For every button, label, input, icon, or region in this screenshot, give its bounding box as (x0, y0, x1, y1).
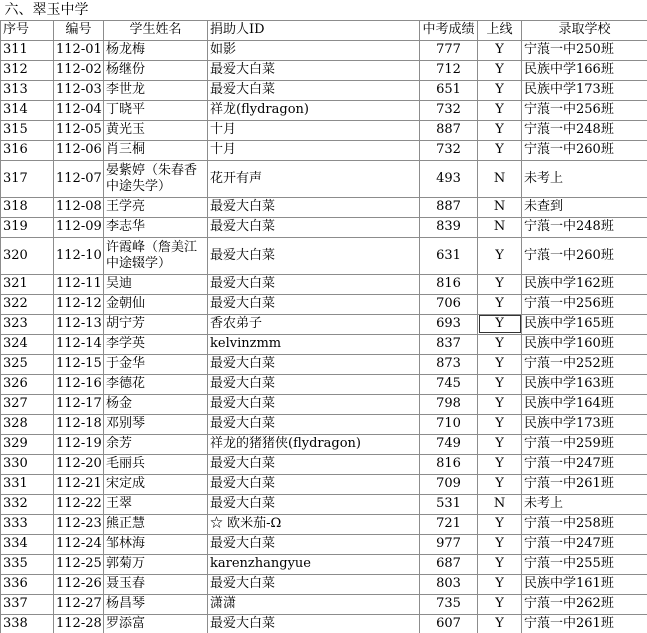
cell-student-name[interactable]: 郭菊万 (104, 554, 208, 574)
cell-seq[interactable]: 328 (1, 414, 54, 434)
cell-code[interactable]: 112-11 (54, 274, 104, 294)
cell-school[interactable]: 宁蒗一中260班 (522, 140, 647, 160)
cell-code[interactable]: 112-18 (54, 414, 104, 434)
cell-school[interactable]: 民族中学166班 (522, 60, 647, 80)
cell-donor-id[interactable]: 花开有声 (208, 160, 420, 197)
cell-seq[interactable]: 316 (1, 140, 54, 160)
cell-seq[interactable]: 318 (1, 197, 54, 217)
table-row (1, 274, 647, 294)
cell-donor-id[interactable]: 潇潇 (208, 594, 420, 614)
cell-seq[interactable]: 320 (1, 237, 54, 274)
cell-score[interactable]: 651 (420, 80, 478, 100)
cell-student-name[interactable]: 李志华 (104, 217, 208, 237)
cell-donor-id[interactable]: ☆ 欧米茄-Ω (208, 514, 420, 534)
cell-pass[interactable]: N (478, 160, 522, 197)
cell-student-name[interactable]: 邹林海 (104, 534, 208, 554)
cell-seq[interactable]: 317 (1, 160, 54, 197)
cell-donor-id[interactable]: 十月 (208, 140, 420, 160)
cell-pass[interactable]: Y (478, 614, 522, 633)
cell-code[interactable]: 112-26 (54, 574, 104, 594)
cell-score[interactable]: 745 (420, 374, 478, 394)
cell-student-name[interactable]: 金朝仙 (104, 294, 208, 314)
cell-score[interactable]: 732 (420, 100, 478, 120)
cell-donor-id[interactable]: 最爱大白菜 (208, 414, 420, 434)
cell-code[interactable]: 112-20 (54, 454, 104, 474)
cell-score[interactable]: 816 (420, 454, 478, 474)
cell-student-name[interactable]: 肖三桐 (104, 140, 208, 160)
cell-score[interactable]: 749 (420, 434, 478, 454)
cell-seq[interactable]: 312 (1, 60, 54, 80)
table-row (1, 237, 647, 274)
cell-seq[interactable]: 321 (1, 274, 54, 294)
cell-donor-id[interactable]: 最爱大白菜 (208, 60, 420, 80)
table-row (1, 40, 647, 60)
cell-score[interactable]: 607 (420, 614, 478, 633)
cell-code[interactable]: 112-24 (54, 534, 104, 554)
cell-donor-id[interactable]: 最爱大白菜 (208, 494, 420, 514)
cell-student-name[interactable]: 许霞峰（詹美江中途辍学） (104, 237, 208, 274)
cell-donor-id[interactable]: 祥龙(flydragon) (208, 100, 420, 120)
cell-school[interactable]: 宁蒗一中248班 (522, 217, 647, 237)
cell-donor-id[interactable]: 最爱大白菜 (208, 237, 420, 274)
cell-code[interactable]: 112-16 (54, 374, 104, 394)
cell-code[interactable]: 112-08 (54, 197, 104, 217)
cell-pass[interactable]: Y (478, 574, 522, 594)
cell-student-name[interactable]: 于金华 (104, 354, 208, 374)
cell-donor-id[interactable]: 最爱大白菜 (208, 574, 420, 594)
cell-pass[interactable]: Y (478, 237, 522, 274)
cell-donor-id[interactable]: 如影 (208, 40, 420, 60)
cell-code[interactable]: 112-06 (54, 140, 104, 160)
cell-seq[interactable]: 326 (1, 374, 54, 394)
cell-code[interactable]: 112-09 (54, 217, 104, 237)
table-row (1, 534, 647, 554)
cell-code[interactable]: 112-13 (54, 314, 104, 334)
cell-donor-id[interactable]: 祥龙的猪猪侠(flydragon) (208, 434, 420, 454)
cell-donor-id[interactable]: 最爱大白菜 (208, 374, 420, 394)
table-row (1, 354, 647, 374)
cell-code[interactable]: 112-07 (54, 160, 104, 197)
cell-score[interactable]: 887 (420, 197, 478, 217)
cell-student-name[interactable]: 李德花 (104, 374, 208, 394)
cell-code[interactable]: 112-04 (54, 100, 104, 120)
cell-score[interactable]: 777 (420, 40, 478, 60)
cell-donor-id[interactable]: 最爱大白菜 (208, 354, 420, 374)
cell-pass[interactable]: Y (478, 434, 522, 454)
cell-pass[interactable]: Y (478, 274, 522, 294)
header-code[interactable]: 编号 (54, 20, 104, 40)
cell-score[interactable]: 873 (420, 354, 478, 374)
table-row (1, 334, 647, 354)
table-row (1, 614, 647, 633)
cell-student-name[interactable]: 邓别琴 (104, 414, 208, 434)
cell-code[interactable]: 112-05 (54, 120, 104, 140)
cell-seq[interactable]: 322 (1, 294, 54, 314)
cell-school[interactable]: 民族中学173班 (522, 80, 647, 100)
cell-score[interactable]: 887 (420, 120, 478, 140)
cell-school[interactable]: 宁蒗一中261班 (522, 474, 647, 494)
cell-code[interactable]: 112-01 (54, 40, 104, 60)
cell-code[interactable]: 112-21 (54, 474, 104, 494)
cell-score[interactable]: 493 (420, 160, 478, 197)
cell-student-name[interactable]: 杨龙梅 (104, 40, 208, 60)
cell-pass[interactable]: Y (478, 40, 522, 60)
cell-score[interactable]: 977 (420, 534, 478, 554)
cell-score[interactable]: 798 (420, 394, 478, 414)
table-row (1, 80, 647, 100)
cell-student-name[interactable]: 吴迪 (104, 274, 208, 294)
cell-student-name[interactable]: 晏紫婷（朱春香中途失学） (104, 160, 208, 197)
cell-donor-id[interactable]: 最爱大白菜 (208, 294, 420, 314)
cell-school[interactable]: 宁蒗一中256班 (522, 294, 647, 314)
cell-code[interactable]: 112-15 (54, 354, 104, 374)
cell-seq[interactable]: 315 (1, 120, 54, 140)
cell-school[interactable]: 未考上 (522, 494, 647, 514)
cell-pass[interactable]: Y (478, 100, 522, 120)
cell-school[interactable]: 未考上 (522, 160, 647, 197)
table-row (1, 474, 647, 494)
table-row (1, 434, 647, 454)
cell-seq[interactable]: 329 (1, 434, 54, 454)
cell-student-name[interactable]: 聂玉春 (104, 574, 208, 594)
cell-score[interactable]: 816 (420, 274, 478, 294)
table-row (1, 100, 647, 120)
cell-code[interactable]: 112-27 (54, 594, 104, 614)
cell-code[interactable]: 112-12 (54, 294, 104, 314)
cell-seq[interactable]: 319 (1, 217, 54, 237)
cell-donor-id[interactable]: 最爱大白菜 (208, 534, 420, 554)
cell-seq[interactable]: 332 (1, 494, 54, 514)
cell-seq[interactable]: 323 (1, 314, 54, 334)
cell-pass[interactable]: N (478, 197, 522, 217)
header-pass[interactable]: 上线 (478, 20, 522, 40)
cell-seq[interactable]: 327 (1, 394, 54, 414)
cell-student-name[interactable]: 李学英 (104, 334, 208, 354)
cell-score[interactable]: 693 (420, 314, 478, 334)
cell-student-name[interactable]: 王翠 (104, 494, 208, 514)
cell-donor-id[interactable]: 最爱大白菜 (208, 197, 420, 217)
cell-code[interactable]: 112-17 (54, 394, 104, 414)
cell-pass[interactable]: Y (478, 594, 522, 614)
cell-donor-id[interactable]: 十月 (208, 120, 420, 140)
cell-code[interactable]: 112-03 (54, 80, 104, 100)
cell-school[interactable]: 宁蒗一中259班 (522, 434, 647, 454)
cell-school[interactable]: 宁蒗一中247班 (522, 454, 647, 474)
cell-student-name[interactable]: 杨金 (104, 394, 208, 414)
cell-seq[interactable]: 314 (1, 100, 54, 120)
header-school[interactable]: 录取学校 (522, 20, 647, 40)
cell-score[interactable]: 709 (420, 474, 478, 494)
cell-pass[interactable]: Y (478, 334, 522, 354)
table-row (1, 374, 647, 394)
cell-seq[interactable]: 334 (1, 534, 54, 554)
cell-student-name[interactable]: 黄光玉 (104, 120, 208, 140)
cell-student-name[interactable]: 王学亮 (104, 197, 208, 217)
cell-pass[interactable]: Y (478, 474, 522, 494)
cell-score[interactable]: 839 (420, 217, 478, 237)
cell-school[interactable]: 宁蒗一中250班 (522, 40, 647, 60)
cell-pass[interactable]: Y (478, 414, 522, 434)
cell-student-name[interactable]: 杨继份 (104, 60, 208, 80)
header-score[interactable]: 中考成绩 (420, 20, 478, 40)
cell-donor-id[interactable]: 香农弟子 (208, 314, 420, 334)
cell-student-name[interactable]: 李世龙 (104, 80, 208, 100)
cell-seq[interactable]: 330 (1, 454, 54, 474)
cell-pass[interactable]: Y (478, 314, 522, 334)
section-title[interactable]: 六、翠玉中学 (1, 0, 647, 20)
cell-pass[interactable]: Y (478, 354, 522, 374)
cell-student-name[interactable]: 丁晓平 (104, 100, 208, 120)
table-row (1, 120, 647, 140)
cell-school[interactable]: 宁蒗一中262班 (522, 594, 647, 614)
cell-school[interactable]: 宁蒗一中247班 (522, 534, 647, 554)
cell-score[interactable]: 735 (420, 594, 478, 614)
cell-seq[interactable]: 336 (1, 574, 54, 594)
cell-pass[interactable]: Y (478, 554, 522, 574)
cell-score[interactable]: 803 (420, 574, 478, 594)
header-name[interactable]: 学生姓名 (104, 20, 208, 40)
cell-pass[interactable]: N (478, 494, 522, 514)
cell-school[interactable]: 宁蒗一中248班 (522, 120, 647, 140)
table-row (1, 314, 647, 334)
header-donor[interactable]: 捐助人ID (208, 20, 420, 40)
cell-school[interactable]: 宁蒗一中258班 (522, 514, 647, 534)
cell-score[interactable]: 531 (420, 494, 478, 514)
cell-school[interactable]: 民族中学163班 (522, 374, 647, 394)
cell-score[interactable]: 687 (420, 554, 478, 574)
table-row (1, 197, 647, 217)
cell-donor-id[interactable]: karenzhangyue (208, 554, 420, 574)
cell-student-name[interactable]: 罗添富 (104, 614, 208, 633)
cell-pass[interactable]: Y (478, 120, 522, 140)
cell-seq[interactable]: 337 (1, 594, 54, 614)
cell-student-name[interactable]: 宋定成 (104, 474, 208, 494)
cell-school[interactable]: 宁蒗一中252班 (522, 354, 647, 374)
cell-pass[interactable]: Y (478, 294, 522, 314)
table-row (1, 60, 647, 80)
cell-code[interactable]: 112-10 (54, 237, 104, 274)
cell-seq[interactable]: 325 (1, 354, 54, 374)
table-row (1, 160, 647, 197)
header-seq[interactable]: 序号 (1, 20, 54, 40)
cell-code[interactable]: 112-28 (54, 614, 104, 633)
title-row (1, 0, 647, 20)
table-row (1, 494, 647, 514)
cell-score[interactable]: 631 (420, 237, 478, 274)
cell-school[interactable]: 宁蒗一中260班 (522, 237, 647, 274)
cell-seq[interactable]: 333 (1, 514, 54, 534)
cell-score[interactable]: 710 (420, 414, 478, 434)
cell-code[interactable]: 112-02 (54, 60, 104, 80)
cell-school[interactable]: 宁蒗一中255班 (522, 554, 647, 574)
cell-pass[interactable]: Y (478, 394, 522, 414)
cell-donor-id[interactable]: kelvinzmm (208, 334, 420, 354)
cell-student-name[interactable]: 毛丽兵 (104, 454, 208, 474)
table-row (1, 140, 647, 160)
table-row (1, 394, 647, 414)
cell-code[interactable]: 112-23 (54, 514, 104, 534)
cell-score[interactable]: 837 (420, 334, 478, 354)
cell-pass[interactable]: Y (478, 80, 522, 100)
cell-school[interactable]: 民族中学161班 (522, 574, 647, 594)
cell-seq[interactable]: 335 (1, 554, 54, 574)
cell-school[interactable]: 民族中学162班 (522, 274, 647, 294)
cell-student-name[interactable]: 熊正慧 (104, 514, 208, 534)
cell-pass[interactable]: Y (478, 60, 522, 80)
table-row (1, 594, 647, 614)
cell-score[interactable]: 732 (420, 140, 478, 160)
cell-donor-id[interactable]: 最爱大白菜 (208, 80, 420, 100)
cell-pass[interactable]: Y (478, 514, 522, 534)
cell-donor-id[interactable]: 最爱大白菜 (208, 614, 420, 633)
table-row (1, 514, 647, 534)
cell-donor-id[interactable]: 最爱大白菜 (208, 454, 420, 474)
cell-pass[interactable]: N (478, 217, 522, 237)
table-row (1, 414, 647, 434)
cell-donor-id[interactable]: 最爱大白菜 (208, 474, 420, 494)
cell-seq[interactable]: 338 (1, 614, 54, 633)
cell-pass[interactable]: Y (478, 534, 522, 554)
header-row (1, 20, 647, 40)
cell-student-name[interactable]: 余芳 (104, 434, 208, 454)
cell-school[interactable]: 民族中学164班 (522, 394, 647, 414)
cell-code[interactable]: 112-14 (54, 334, 104, 354)
cell-school[interactable]: 民族中学165班 (522, 314, 647, 334)
cell-donor-id[interactable]: 最爱大白菜 (208, 274, 420, 294)
cell-code[interactable]: 112-19 (54, 434, 104, 454)
cell-seq[interactable]: 331 (1, 474, 54, 494)
table-row (1, 217, 647, 237)
cell-score[interactable]: 706 (420, 294, 478, 314)
cell-student-name[interactable]: 杨昌琴 (104, 594, 208, 614)
cell-school[interactable]: 民族中学160班 (522, 334, 647, 354)
cell-seq[interactable]: 313 (1, 80, 54, 100)
table-row (1, 294, 647, 314)
cell-pass[interactable]: Y (478, 374, 522, 394)
table-row (1, 574, 647, 594)
cell-code[interactable]: 112-25 (54, 554, 104, 574)
cell-seq[interactable]: 324 (1, 334, 54, 354)
table-row (1, 454, 647, 474)
cell-school[interactable]: 宁蒗一中256班 (522, 100, 647, 120)
cell-school[interactable]: 宁蒗一中261班 (522, 614, 647, 633)
cell-score[interactable]: 721 (420, 514, 478, 534)
cell-student-name[interactable]: 胡宁芳 (104, 314, 208, 334)
cell-donor-id[interactable]: 最爱大白菜 (208, 394, 420, 414)
cell-seq[interactable]: 311 (1, 40, 54, 60)
cell-code[interactable]: 112-22 (54, 494, 104, 514)
cell-pass[interactable]: Y (478, 140, 522, 160)
cell-pass[interactable]: Y (478, 454, 522, 474)
cell-score[interactable]: 712 (420, 60, 478, 80)
cell-donor-id[interactable]: 最爱大白菜 (208, 217, 420, 237)
table-row (1, 554, 647, 574)
cell-school[interactable]: 未查到 (522, 197, 647, 217)
cell-school[interactable]: 民族中学173班 (522, 414, 647, 434)
